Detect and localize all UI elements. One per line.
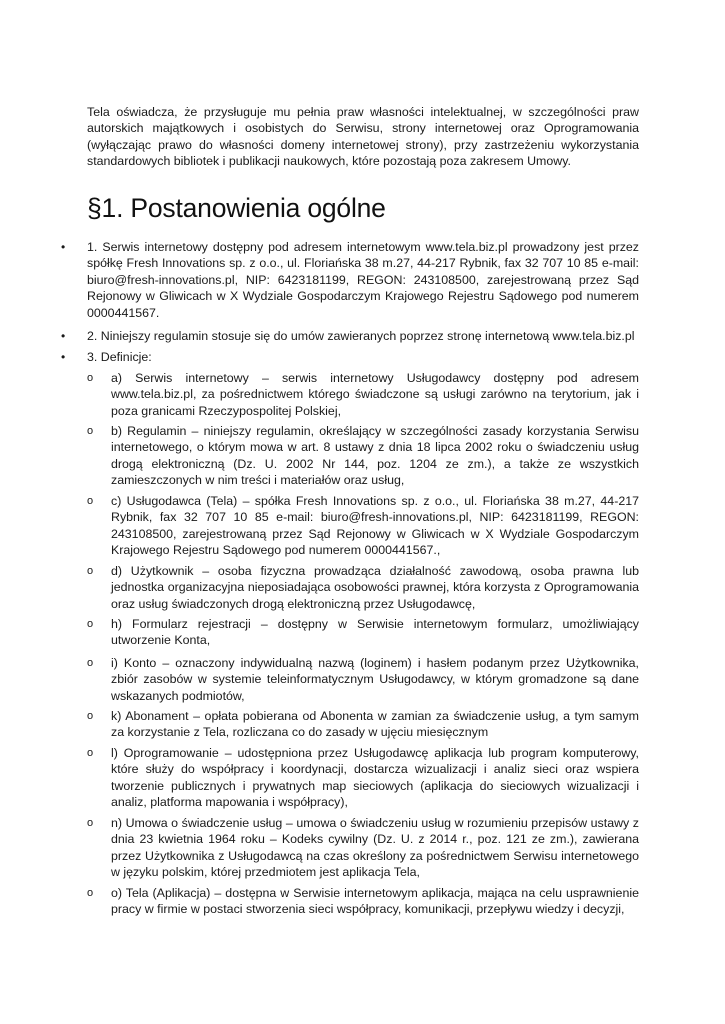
definition-item: l) Oprogramowanie – udostępniona przez Usługodawcę aplikacja lub program komputerowy, które służy do współpracy i koordynacji, dostarcza wizualizacji i analiz sieci oraz wspiera tworzenie publicznych i prywatnych map sieciowych (aplikacja do sieciowych wizualizacji i analiz, platforma mapowania i współpracy), (111, 746, 639, 810)
sub-bullet-icon: o (87, 495, 94, 507)
bullet-icon: • (61, 350, 66, 364)
sub-bullet-icon: o (87, 618, 94, 630)
sub-bullet-icon: o (87, 657, 94, 669)
definition-item: n) Umowa o świadczenie usług – umowa o świadczeniu usług w rozumieniu przepisów ustawy z dnia 23 kwietnia 1964 roku – Kodeks cywilny (Dz. U. z 2014 r., poz. 121 ze zm.), zawierana przez Użytkownika z Usługodawcą na czas określony za pośrednictwem Serwisu internetowego w języku polskim, której przedmiotem jest aplikacja Tela, (111, 816, 639, 880)
sub-bullet-icon: o (87, 747, 94, 759)
list-item: 1. Serwis internetowy dostępny pod adresem internetowym www.tela.biz.pl prowadzony jest przez spółkę Fresh Innovations sp. z o.o., ul. Floriańska 38 m.27, 44-217 Rybnik, fax 32 707 10 85 e-mail: biuro@fresh-innovations.pl, NIP: 6423181199, REGON: 243108500, zarejestrowaną przez Sąd Rejonowy w Gliwicach w X Wydziale Gospodarczym Krajowego Rejestru Sądowego pod numerem 0000441567. (87, 240, 639, 320)
sub-bullet-icon: o (87, 817, 94, 829)
definition-item: k) Abonament – opłata pobierana od Abonenta w zamian za świadczenie usług, a tym samym za korzystanie z Tela, rozliczana co do zasady w ujęciu miesięcznym (111, 709, 639, 740)
definition-item: c) Usługodawca (Tela) – spółka Fresh Innovations sp. z o.o., ul. Floriańska 38 m.27, 44-217 Rybnik, fax 32 707 10 85 e-mail: biuro@fresh-innovations.pl, NIP: 6423181199, REGON: 243108500, zarejestrowaną przez Sąd Rejonowy w Gliwicach w X Wydziale Gospodarczym Krajowego Rejestru Sądowego pod numerem 0000441567., (111, 494, 639, 558)
bullet-icon: • (61, 329, 66, 343)
sub-bullet-icon: o (87, 887, 94, 899)
sub-bullet-icon: o (87, 425, 94, 437)
sub-bullet-icon: o (87, 710, 94, 722)
definition-item: d) Użytkownik – osoba fizyczna prowadząca działalność zawodową, osoba prawna lub jednostka organizacyjna nieposiadająca osobowości prawnej, która korzysta z Oprogramowania oraz usług świadczonych drogą elektroniczną przez Usługodawcę, (111, 564, 639, 611)
section-heading: §1. Postanowienia ogólne (87, 193, 386, 223)
definition-item: o) Tela (Aplikacja) – dostępna w Serwisie internetowym aplikacja, mająca na celu usprawnienie pracy w firmie w postaci stworzenia sieci współpracy, komunikacji, przepływu wiedzy i decyzji, (111, 886, 639, 917)
sub-bullet-icon: o (87, 372, 94, 384)
list-item: 3. Definicje: (87, 350, 152, 364)
definition-item: i) Konto – oznaczony indywidualną nazwą (loginem) i hasłem podanym przez Użytkownika, zbiór zasobów w systemie teleinformatycznym Usługodawcy, w którym gromadzone są dane wskazanych podmiotów, (111, 656, 639, 703)
definition-item: h) Formularz rejestracji – dostępny w Serwisie internetowym formularz, umożliwiający utworzenie Konta, (111, 617, 639, 648)
bullet-icon: • (61, 240, 66, 254)
definition-item: b) Regulamin – niniejszy regulamin, określający w szczególności zasady korzystania Serwisu internetowego, o którym mowa w art. 8 ustawy z dnia 18 lipca 2002 roku o świadczeniu usług drogą elektroniczną (Dz. U. 2002 Nr 144, poz. 1204 ze zm.), a także ze wszystkich zamieszczonych w nim treści i materiałów oraz usług, (111, 424, 639, 488)
intro-paragraph: Tela oświadcza, że przysługuje mu pełnia praw własności intelektualnej, w szczególności praw autorskich majątkowych i osobistych do Serwisu, strony internetowej oraz Oprogramowania (wyłączając prawo do własności domeny internetowej strony), przy zastrzeżeniu wykorzystania standardowych bibliotek i publikacji naukowych, które pozostają poza zakresem Umowy. (87, 105, 639, 169)
sub-bullet-icon: o (87, 565, 94, 577)
definition-item: a) Serwis internetowy – serwis internetowy Usługodawcy dostępny pod adresem www.tela.biz.pl, za pośrednictwem którego świadczone są usługi zarówno na terytorium, jak i poza granicami Rzeczypospolitej Polskiej, (111, 371, 639, 418)
list-item: 2. Niniejszy regulamin stosuje się do umów zawieranych poprzez stronę internetową www.tela.biz.pl (87, 329, 635, 343)
